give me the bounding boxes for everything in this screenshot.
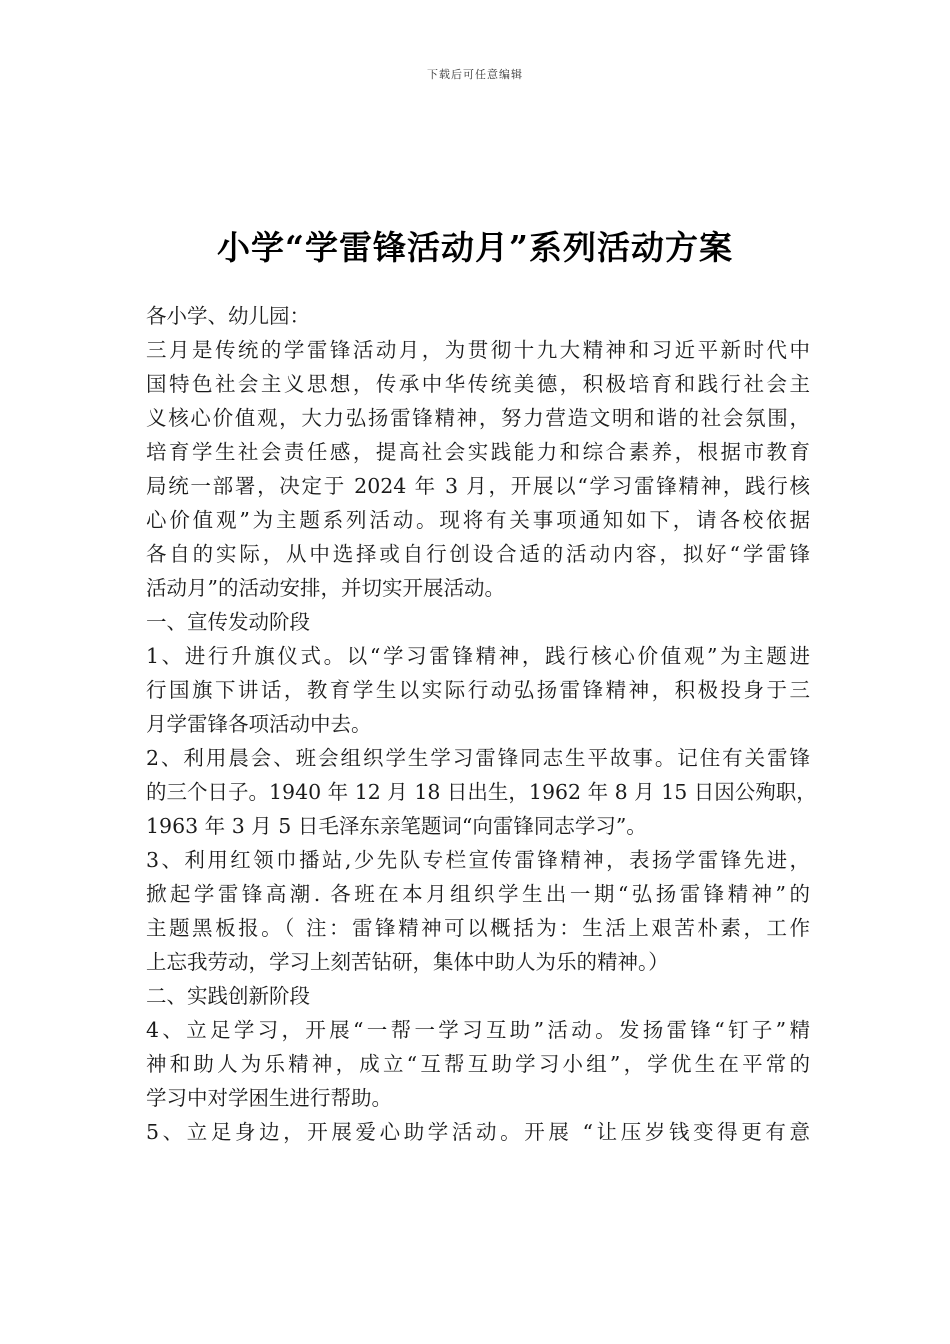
text-line: 培育学生社会责任感，提高社会实践能力和综合素养，根据市教育 [146, 440, 810, 464]
text-line: 3、利用红领巾播站,少先队专栏宣传雷锋精神，表扬学雷锋先进， [146, 848, 810, 872]
text-line: 4、立足学习，开展“一帮一学习互助”活动。发扬雷锋“钉子”精 [146, 1018, 810, 1042]
text-line: 活动月”的活动安排，并切实开展活动。 [146, 576, 505, 600]
text-line: 局统一部署，决定于 2024 年 3 月，开展以“学习雷锋精神，践行核 [146, 474, 810, 498]
text-line: 学习中对学困生进行帮助。 [146, 1086, 392, 1110]
text-line: 各小学、幼儿园： [146, 304, 310, 328]
text-line: 各自的实际，从中选择或自行创设合适的活动内容，拟好“学雷锋 [146, 542, 810, 566]
text-line: 上忘我劳动，学习上刻苦钻研，集体中助人为乐的精神。） [146, 950, 669, 974]
text-line: 掀起学雷锋高潮. 各班在本月组织学生出一期“弘扬雷锋精神”的 [146, 882, 810, 906]
text-line: 一、宣传发动阶段 [146, 610, 310, 634]
text-line: 1963 年 3 月 5 日毛泽东亲笔题词“向雷锋同志学习”。 [146, 814, 647, 838]
text-line: 二、实践创新阶段 [146, 984, 310, 1008]
text-line: 心价值观”为主题系列活动。现将有关事项通知如下，请各校依据 [146, 508, 810, 532]
text-line: 行国旗下讲话，教育学生以实际行动弘扬雷锋精神，积极投身于三 [146, 678, 810, 702]
text-line: 神和助人为乐精神，成立“互帮互助学习小组”，学优生在平常的 [146, 1052, 810, 1076]
text-line: 义核心价值观，大力弘扬雷锋精神，努力营造文明和谐的社会氛围， [146, 406, 810, 430]
text-line: 1、进行升旗仪式。以“学习雷锋精神，践行核心价值观”为主题进 [146, 644, 810, 668]
text-line: 月学雷锋各项活动中去。 [146, 712, 372, 736]
text-line: 2、利用晨会、班会组织学生学习雷锋同志生平故事。记住有关雷锋 [146, 746, 810, 770]
header-note: 下载后可任意编辑 [427, 68, 523, 81]
text-line: 三月是传统的学雷锋活动月，为贯彻十九大精神和习近平新时代中 [146, 338, 810, 362]
document-title: 小学“学雷锋活动月”系列活动方案 [217, 228, 733, 267]
text-line: 5、立足身边，开展爱心助学活动。开展 “让压岁钱变得更有意 [146, 1120, 810, 1144]
document-body [146, 299, 817, 1149]
text-line: 主题黑板报。（ 注：雷锋精神可以概括为：生活上艰苦朴素，工作 [146, 916, 810, 940]
text-line: 国特色社会主义思想，传承中华传统美德，积极培育和践行社会主 [146, 372, 810, 396]
text-line: 的三个日子。1940 年 12 月 18 日出生，1962 年 8 月 15 日因公殉职， [146, 780, 817, 804]
